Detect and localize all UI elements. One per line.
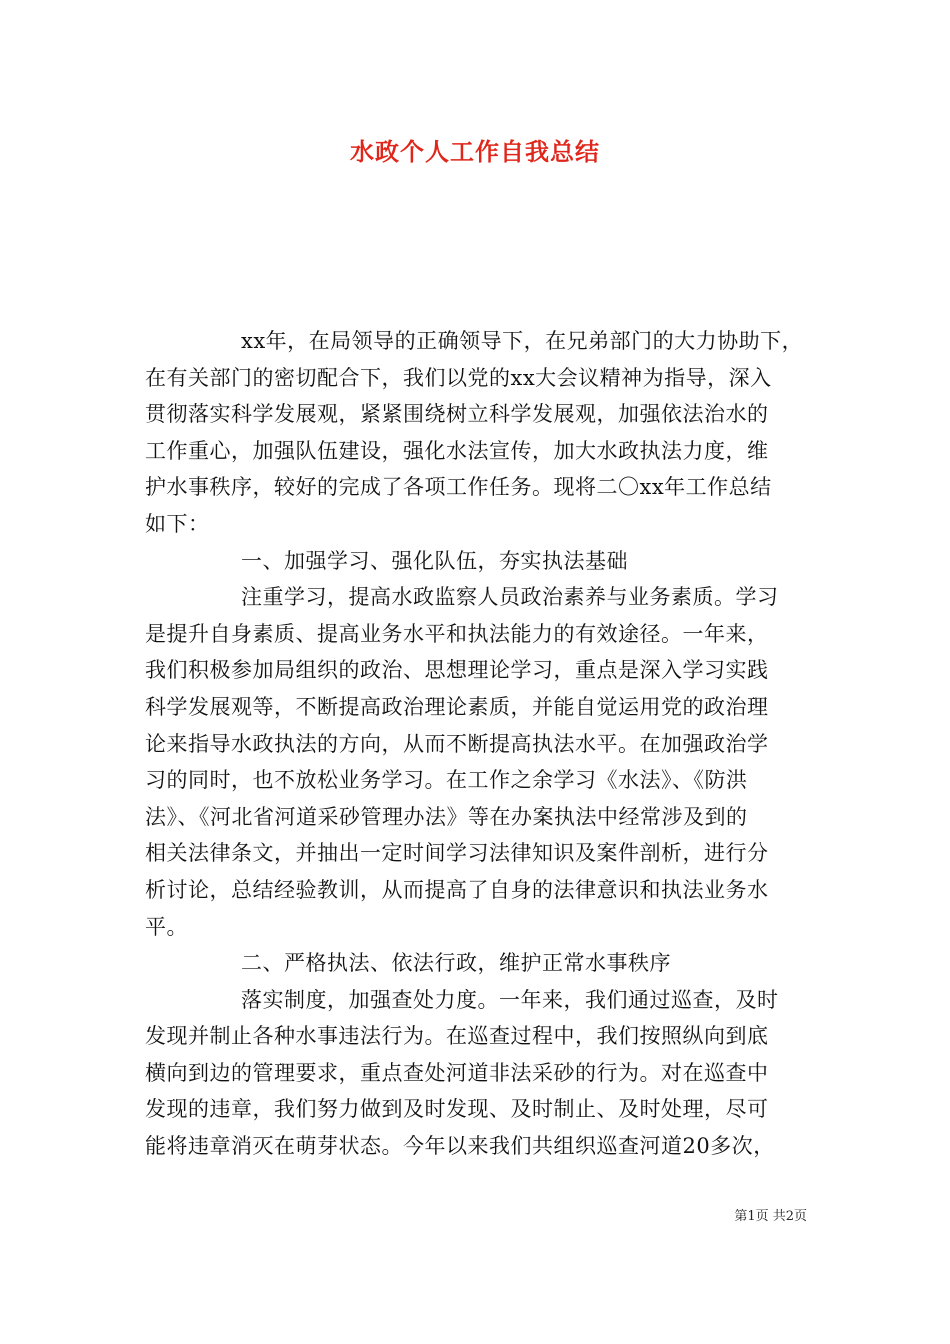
body-line: 是提升自身素质、提高业务水平和执法能力的有效途径。一年来， [145,621,769,646]
body-line: 工作重心，加强队伍建设，强化水法宣传，加大水政执法力度，维 [145,438,769,463]
body-line: 析讨论，总结经验教训，从而提高了自身的法律意识和执法业务水 [145,877,769,902]
body-line: 相关法律条文，并抽出一定时间学习法律知识及案件剖析，进行分 [145,841,769,866]
body-line: 科学发展观等，不断提高政治理论素质，并能自觉运用党的政治理 [145,694,769,719]
body-line: 贯彻落实科学发展观，紧紧围绕树立科学发展观，加强依法治水的 [145,402,769,427]
body-line: 平。 [145,914,188,939]
body-line: 发现的违章，我们努力做到及时发现、及时制止、及时处理，尽可 [145,1097,769,1122]
body-line: 注重学习，提高水政监察人员政治素养与业务素质。学习 [241,585,779,610]
document-title: 水政个人工作自我总结 [350,137,600,166]
body-line: 习的同时，也不放松业务学习。在工作之余学习《水法》、《防洪 [145,768,748,793]
body-line: 在有关部门的密切配合下，我们以党的xx大会议精神为指导，深入 [145,365,772,390]
section-heading: 二、严格执法、依法行政，维护正常水事秩序 [241,951,671,976]
body-line: 护水事秩序，较好的完成了各项工作任务。现将二〇xx年工作总结 [145,475,772,500]
body-line: 论来指导水政执法的方向，从而不断提高执法水平。在加强政治学 [145,731,769,756]
body-line: 横向到边的管理要求，重点查处河道非法采砂的行为。对在巡查中 [145,1060,769,1085]
section-heading: 一、加强学习、强化队伍，夯实执法基础 [241,548,628,573]
body-line: 法》、《河北省河道采砂管理办法》等在办案执法中经常涉及到的 [145,804,748,829]
document-body [145,323,815,1165]
body-line: 发现并制止各种水事违法行为。在巡查过程中，我们按照纵向到底 [145,1024,769,1049]
body-line: 落实制度，加强查处力度。一年来，我们通过巡查，及时 [241,987,779,1012]
body-line: 我们积极参加局组织的政治、思想理论学习，重点是深入学习实践 [145,658,769,683]
body-line: 能将违章消灭在萌芽状态。今年以来我们共组织巡查河道20多次， [145,1134,775,1159]
page-number-footer: 第1页 共2页 [734,1209,807,1224]
body-line: 如下： [145,511,210,536]
body-line: xx年，在局领导的正确领导下，在兄弟部门的大力协助下， [241,329,804,353]
